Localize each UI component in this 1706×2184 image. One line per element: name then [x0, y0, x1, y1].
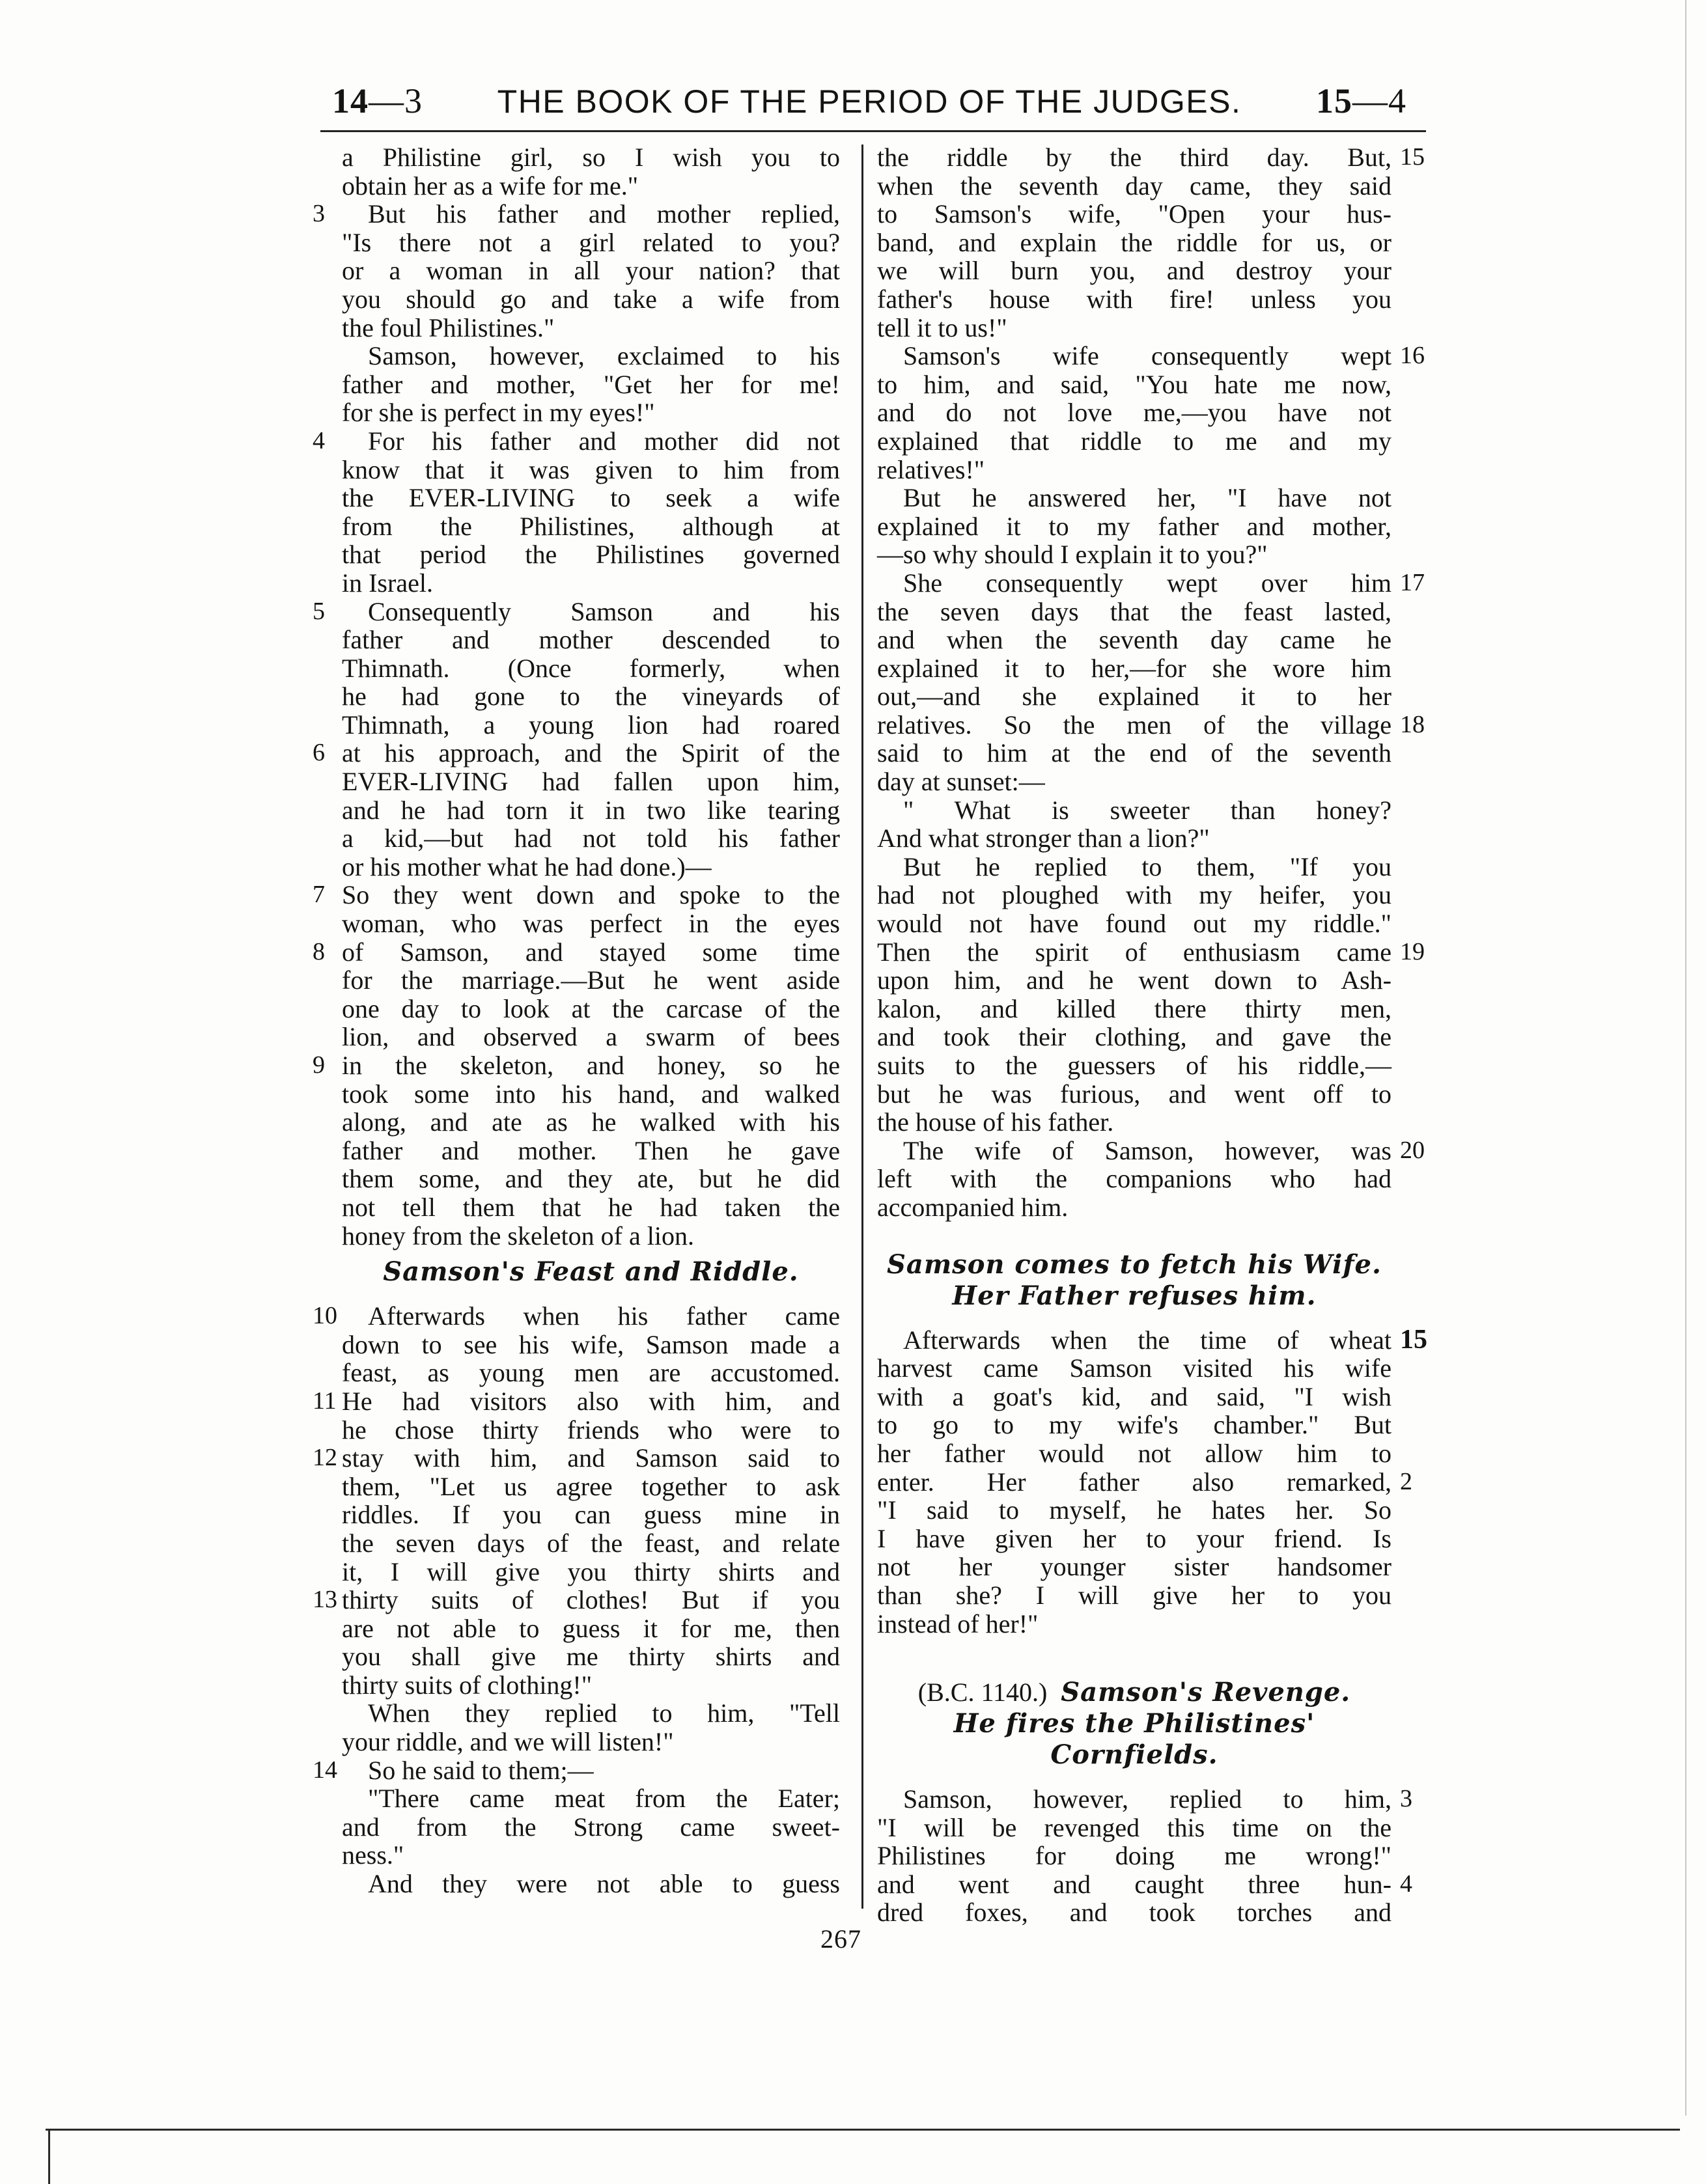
text-line [300, 598, 840, 626]
line-text: and took their clothing, and gave the [877, 1022, 1391, 1052]
line-text: the seven days of the feast, and relate [342, 1528, 840, 1558]
line-text: father and mother. Then he gave [342, 1135, 840, 1165]
line-text: —so why should I explain it to you?" [877, 540, 1268, 570]
text-line [873, 824, 1426, 853]
text-line [300, 1444, 840, 1472]
scan-edge-bottom [46, 2129, 1680, 2131]
line-text: and do not love me,—you have not [877, 398, 1391, 428]
text-line [300, 398, 840, 427]
line-text: a kid,—but had not told his father [342, 823, 840, 853]
line-text: obtain her as a wife for me." [342, 171, 639, 200]
text-line [873, 1080, 1426, 1109]
section-heading-line: Her Father refuses him. [952, 1280, 1317, 1311]
verse-number: 15 [1400, 1324, 1427, 1355]
line-text: harvest came Samson visited his wife [877, 1353, 1391, 1383]
line-text: But he replied to them, "If you [903, 851, 1391, 881]
text-line [873, 626, 1426, 654]
line-text: to him, and said, "You hate me now, [877, 369, 1391, 399]
line-text: accompanied him. [877, 1192, 1069, 1222]
line-text: along, and ate as he walked with his [342, 1107, 840, 1137]
line-text: or his mother what he had done.)— [342, 851, 712, 881]
line-text: are not able to guess it for me, then [342, 1613, 840, 1643]
line-text: day at sunset:— [877, 767, 1045, 797]
text-line [873, 398, 1426, 427]
line-text: lion, and observed a swarm of bees [342, 1022, 840, 1052]
line-text: upon him, and he went down to Ash- [877, 965, 1391, 995]
line-text: So they went down and spoke to the [342, 880, 840, 910]
text-line [300, 1108, 840, 1137]
text-line [873, 456, 1426, 484]
line-text: and when the seventh day came he [877, 625, 1391, 655]
verse-number: 15 [1400, 143, 1425, 171]
running-head [332, 77, 1406, 125]
verse-number: 2 [1400, 1467, 1412, 1495]
text-line [300, 427, 840, 456]
text-line [300, 540, 840, 569]
line-text: not her younger sister handsomer [877, 1552, 1391, 1582]
text-line [300, 938, 840, 967]
text-line [300, 1387, 840, 1416]
verse-number: 10 [313, 1302, 337, 1330]
section-gap [873, 1222, 1426, 1249]
line-text: explained that riddle to me and my [877, 426, 1391, 456]
line-text: you should go and take a wife from [342, 284, 840, 314]
verse-number: 20 [1400, 1136, 1425, 1164]
line-text: father and mother descended to [342, 625, 840, 655]
line-text: he had gone to the vineyards of [342, 682, 840, 712]
line-text: them, "Let us agree together to ask [342, 1471, 840, 1501]
text-line [300, 256, 840, 285]
line-text: her father would not allow him to [877, 1438, 1391, 1468]
text-line [873, 966, 1426, 995]
section-gap [873, 1771, 1426, 1785]
text-line [300, 1416, 840, 1444]
line-text: enter. Her father also remarked, [877, 1467, 1391, 1497]
verse-number: 11 [313, 1387, 337, 1415]
text-line [873, 881, 1426, 909]
line-text: your riddle, and we will listen!" [342, 1727, 674, 1757]
line-text: Afterwards when the time of wheat [903, 1325, 1391, 1355]
text-line [300, 995, 840, 1023]
section-heading-line-wrap [877, 1677, 1391, 1708]
line-text: the seven days that the feast lasted, [877, 596, 1391, 626]
heading-date: (B.C. 1140.) [917, 1678, 1048, 1707]
line-text: stay with him, and Samson said to [342, 1443, 840, 1473]
text-line [300, 626, 840, 654]
verse-number: 14 [313, 1756, 337, 1784]
chapter-ref-left: 14—3 [332, 81, 423, 120]
verse-number: 5 [313, 597, 325, 625]
text-line [300, 1841, 840, 1870]
line-text: "There came meat from the Eater; [368, 1784, 840, 1814]
column-divider [861, 145, 863, 1909]
text-line [300, 1586, 840, 1614]
line-text: So he said to them;— [368, 1755, 594, 1785]
line-text: Philistines for doing me wrong!" [877, 1841, 1391, 1871]
text-line [873, 598, 1426, 626]
text-line [300, 1165, 840, 1193]
text-line [873, 1354, 1426, 1383]
text-line [873, 739, 1426, 767]
line-text: in the skeleton, and honey, so he [342, 1051, 840, 1080]
section-gap [873, 1638, 1426, 1677]
text-line [873, 711, 1426, 740]
text-line [300, 1193, 840, 1222]
line-text: when the seventh day came, they said [877, 171, 1391, 200]
line-text: not tell them that he had taken the [342, 1192, 840, 1222]
text-line [873, 1525, 1426, 1553]
line-text: left with the companions who had [877, 1164, 1391, 1194]
line-text: would not have found out my riddle." [877, 909, 1391, 939]
line-text: Then the spirit of enthusiasm came [877, 937, 1391, 967]
line-text: EVER-LIVING had fallen upon him, [342, 767, 840, 797]
section-gap [873, 1312, 1426, 1326]
line-text: "I will be revenged this time on the [877, 1812, 1391, 1842]
text-line [873, 1193, 1426, 1222]
line-text: the EVER-LIVING to seek a wife [342, 483, 840, 513]
line-text: from the Philistines, although at [342, 511, 840, 541]
line-text: the foul Philistines." [342, 312, 555, 342]
text-line [873, 654, 1426, 683]
line-text: at his approach, and the Spirit of the [342, 738, 840, 768]
text-line [873, 1383, 1426, 1411]
text-line [300, 228, 840, 257]
line-text: father and mother, "Get her for me! [342, 369, 840, 399]
text-line [300, 1642, 840, 1671]
line-text: band, and explain the riddle for us, or [877, 227, 1391, 257]
text-line [300, 881, 840, 909]
text-line [873, 1785, 1426, 1814]
text-line [300, 370, 840, 399]
text-line [873, 512, 1426, 541]
line-text: we will burn you, and destroy your [877, 256, 1391, 286]
line-text: Afterwards when his father came [368, 1301, 840, 1331]
text-line [873, 427, 1426, 456]
text-line [300, 143, 840, 172]
text-line [300, 1500, 840, 1529]
line-text: in Israel. [342, 568, 433, 598]
line-text: Thimnath, a young lion had roared [342, 710, 840, 740]
line-text: or a woman in all your nation? that [342, 256, 840, 286]
text-line [873, 370, 1426, 399]
section-heading-line: Samson comes to fetch his Wife. [887, 1249, 1382, 1280]
verse-number: 4 [1400, 1870, 1412, 1898]
text-line [300, 739, 840, 767]
line-text: for she is perfect in my eyes!" [342, 398, 655, 428]
text-line [300, 1529, 840, 1558]
line-text: I have given her to your friend. Is [877, 1523, 1391, 1553]
line-text: thirty suits of clothes! But if you [342, 1585, 840, 1615]
text-line [300, 1137, 840, 1165]
text-line [300, 1080, 840, 1109]
text-line [300, 1023, 840, 1051]
text-line [300, 682, 840, 711]
line-text: feast, as young men are accustomed. [342, 1358, 840, 1388]
right-column [873, 143, 1426, 1927]
text-line [873, 1108, 1426, 1137]
text-line [873, 1468, 1426, 1497]
line-text: one day to look at the carcase of the [342, 993, 840, 1023]
verse-number: 17 [1400, 568, 1425, 596]
line-text: had not ploughed with my heifer, you [877, 880, 1391, 910]
scan-edge-left [48, 2129, 50, 2184]
text-line [873, 314, 1426, 342]
line-text: to Samson's wife, "Open your hus- [877, 199, 1391, 229]
text-line [873, 1496, 1426, 1525]
verse-number: 7 [313, 881, 325, 909]
text-line [873, 342, 1426, 370]
line-text: The wife of Samson, however, was [903, 1135, 1391, 1165]
verse-number: 19 [1400, 937, 1425, 965]
line-text: and from the Strong came sweet- [342, 1812, 840, 1842]
text-line [300, 1472, 840, 1501]
text-line [300, 1331, 840, 1359]
text-line [300, 1359, 840, 1387]
text-line [873, 569, 1426, 598]
text-line [300, 456, 840, 484]
page-number: 267 [820, 1924, 861, 1954]
line-text: explained it to my father and mother, [877, 511, 1391, 541]
line-text: than she? I will give her to you [877, 1580, 1391, 1610]
header-rule [320, 130, 1426, 132]
text-line [873, 1814, 1426, 1842]
line-text: know that it was given to him from [342, 454, 840, 484]
line-text: When they replied to him, "Tell [368, 1698, 840, 1728]
text-line [873, 995, 1426, 1023]
line-text: out,—and she explained it to her [877, 682, 1391, 712]
line-text: instead of her!" [877, 1609, 1039, 1638]
line-text: kalon, and killed there thirty men, [877, 993, 1391, 1023]
line-text: Samson, however, exclaimed to his [368, 341, 840, 371]
left-column [300, 143, 840, 1898]
text-line [300, 200, 840, 228]
line-text: tell it to us!" [877, 312, 1007, 342]
text-line [873, 540, 1426, 569]
text-line [873, 853, 1426, 881]
line-text: He had visitors also with him, and [342, 1386, 840, 1416]
line-text: he chose thirty friends who were to [342, 1415, 840, 1444]
text-line [300, 1558, 840, 1586]
section-heading [877, 1677, 1391, 1771]
text-line [873, 228, 1426, 257]
text-line [300, 1699, 840, 1728]
text-line [300, 796, 840, 825]
text-line [873, 1137, 1426, 1165]
line-text: and he had torn it in two like tearing [342, 795, 840, 825]
line-text: of Samson, and stayed some time [342, 937, 840, 967]
text-line [873, 682, 1426, 711]
text-line [873, 172, 1426, 200]
line-text: Samson's wife consequently wept [903, 341, 1391, 371]
text-line [873, 1439, 1426, 1468]
line-text: " What is sweeter than honey? [903, 795, 1391, 825]
verse-number: 12 [313, 1444, 337, 1472]
text-line [300, 172, 840, 200]
line-text: thirty suits of clothing!" [342, 1670, 593, 1700]
text-line [300, 1222, 840, 1251]
verse-number: 9 [313, 1051, 325, 1079]
verse-number: 8 [313, 937, 325, 965]
text-line [873, 1870, 1426, 1899]
text-line [873, 938, 1426, 967]
text-line [873, 909, 1426, 938]
line-text: the riddle by the third day. But, [877, 143, 1391, 172]
line-text: relatives. So the men of the village [877, 710, 1391, 740]
line-text: For his father and mother did not [368, 426, 840, 456]
line-text: But his father and mother replied, [368, 199, 840, 229]
text-line [300, 966, 840, 995]
line-text: to go to my wife's chamber." But [877, 1410, 1391, 1440]
line-text: explained it to her,—for she wore him [877, 653, 1391, 683]
line-text: and went and caught three hun- [877, 1869, 1391, 1899]
line-text: She consequently wept over him [903, 568, 1391, 598]
verse-number: 4 [313, 426, 325, 454]
text-line [873, 256, 1426, 285]
text-line [300, 767, 840, 796]
text-line [300, 654, 840, 683]
verse-number: 18 [1400, 710, 1425, 738]
text-line [873, 285, 1426, 314]
line-text: dred foxes, and took torches and [877, 1898, 1391, 1928]
line-text: "I said to myself, he hates her. So [877, 1495, 1391, 1525]
verse-number: 16 [1400, 342, 1425, 370]
text-line [300, 285, 840, 314]
text-line [873, 1326, 1426, 1355]
line-text: "Is there not a girl related to you? [342, 227, 840, 257]
line-text: riddles. If you can guess mine in [342, 1500, 840, 1530]
text-line [300, 1302, 840, 1331]
line-text: took some into his hand, and walked [342, 1079, 840, 1109]
text-line [300, 484, 840, 512]
section-heading-line: He fires the Philistines' Cornfields. [953, 1708, 1315, 1771]
line-text: honey from the skeleton of a lion. [342, 1221, 694, 1251]
chapter-ref-right: 15—4 [1316, 81, 1406, 120]
text-line [300, 1870, 840, 1898]
line-text: down to see his wife, Samson made a [342, 1329, 840, 1359]
text-line [873, 1553, 1426, 1581]
text-line [873, 1610, 1426, 1638]
line-text: Samson, however, replied to him, [903, 1784, 1391, 1814]
text-line [300, 314, 840, 342]
line-text: you shall give me thirty shirts and [342, 1642, 840, 1672]
text-line [300, 1756, 840, 1785]
section-heading [877, 1249, 1391, 1312]
verse-number: 3 [1400, 1785, 1412, 1813]
line-text: the house of his father. [877, 1107, 1114, 1137]
text-line [300, 1614, 840, 1643]
text-line [873, 1051, 1426, 1080]
text-line [300, 1813, 840, 1842]
book-title: THE BOOK OF THE PERIOD OF THE JUDGES. [497, 83, 1242, 120]
text-line [300, 853, 840, 881]
text-line [300, 1051, 840, 1080]
line-text: woman, who was perfect in the eyes [342, 909, 840, 939]
line-text: a Philistine girl, so I wish you to [342, 143, 840, 172]
text-line [873, 1842, 1426, 1870]
text-line [300, 711, 840, 740]
line-text: And what stronger than a lion?" [877, 823, 1210, 853]
text-line [300, 512, 840, 541]
text-line [873, 1165, 1426, 1193]
line-text: But he answered her, "I have not [903, 483, 1391, 513]
scan-edge-right [1685, 0, 1686, 2116]
section-heading-line: Samson's Feast and Riddle. [383, 1256, 799, 1288]
line-text: but he was furious, and went off to [877, 1079, 1391, 1109]
text-line [873, 767, 1426, 796]
line-text: said to him at the end of the seventh [877, 738, 1391, 768]
verse-number: 6 [313, 739, 325, 767]
text-line [873, 796, 1426, 825]
line-text: that period the Philistines governed [342, 540, 840, 570]
text-line [300, 1671, 840, 1700]
text-line [300, 342, 840, 370]
text-line [873, 484, 1426, 512]
text-line [300, 569, 840, 598]
verse-number: 13 [313, 1586, 337, 1614]
line-text: father's house with fire! unless you [877, 284, 1391, 314]
line-text: it, I will give you thirty shirts and [342, 1556, 840, 1586]
line-text: ness." [342, 1840, 404, 1870]
verse-number: 3 [313, 200, 325, 228]
text-line [873, 1581, 1426, 1610]
line-text: for the marriage.—But he went aside [342, 965, 840, 995]
text-line [300, 824, 840, 853]
text-line [300, 1728, 840, 1756]
text-line [300, 909, 840, 938]
line-text: Consequently Samson and his [368, 596, 840, 626]
text-line [873, 1411, 1426, 1439]
text-line [873, 1898, 1426, 1927]
text-line [300, 1784, 840, 1813]
section-heading [342, 1256, 840, 1288]
line-text: relatives!" [877, 454, 985, 484]
line-text: suits to the guessers of his riddle,— [877, 1051, 1391, 1080]
text-line [873, 200, 1426, 228]
line-text: And they were not able to guess [368, 1869, 840, 1899]
line-text: Thimnath. (Once formerly, when [342, 653, 840, 683]
text-line [873, 1023, 1426, 1051]
line-text: them some, and they ate, but he did [342, 1164, 840, 1194]
text-line [873, 143, 1426, 172]
line-text: with a goat's kid, and said, "I wish [877, 1381, 1391, 1411]
section-heading-line: Samson's Revenge. [1061, 1677, 1351, 1708]
